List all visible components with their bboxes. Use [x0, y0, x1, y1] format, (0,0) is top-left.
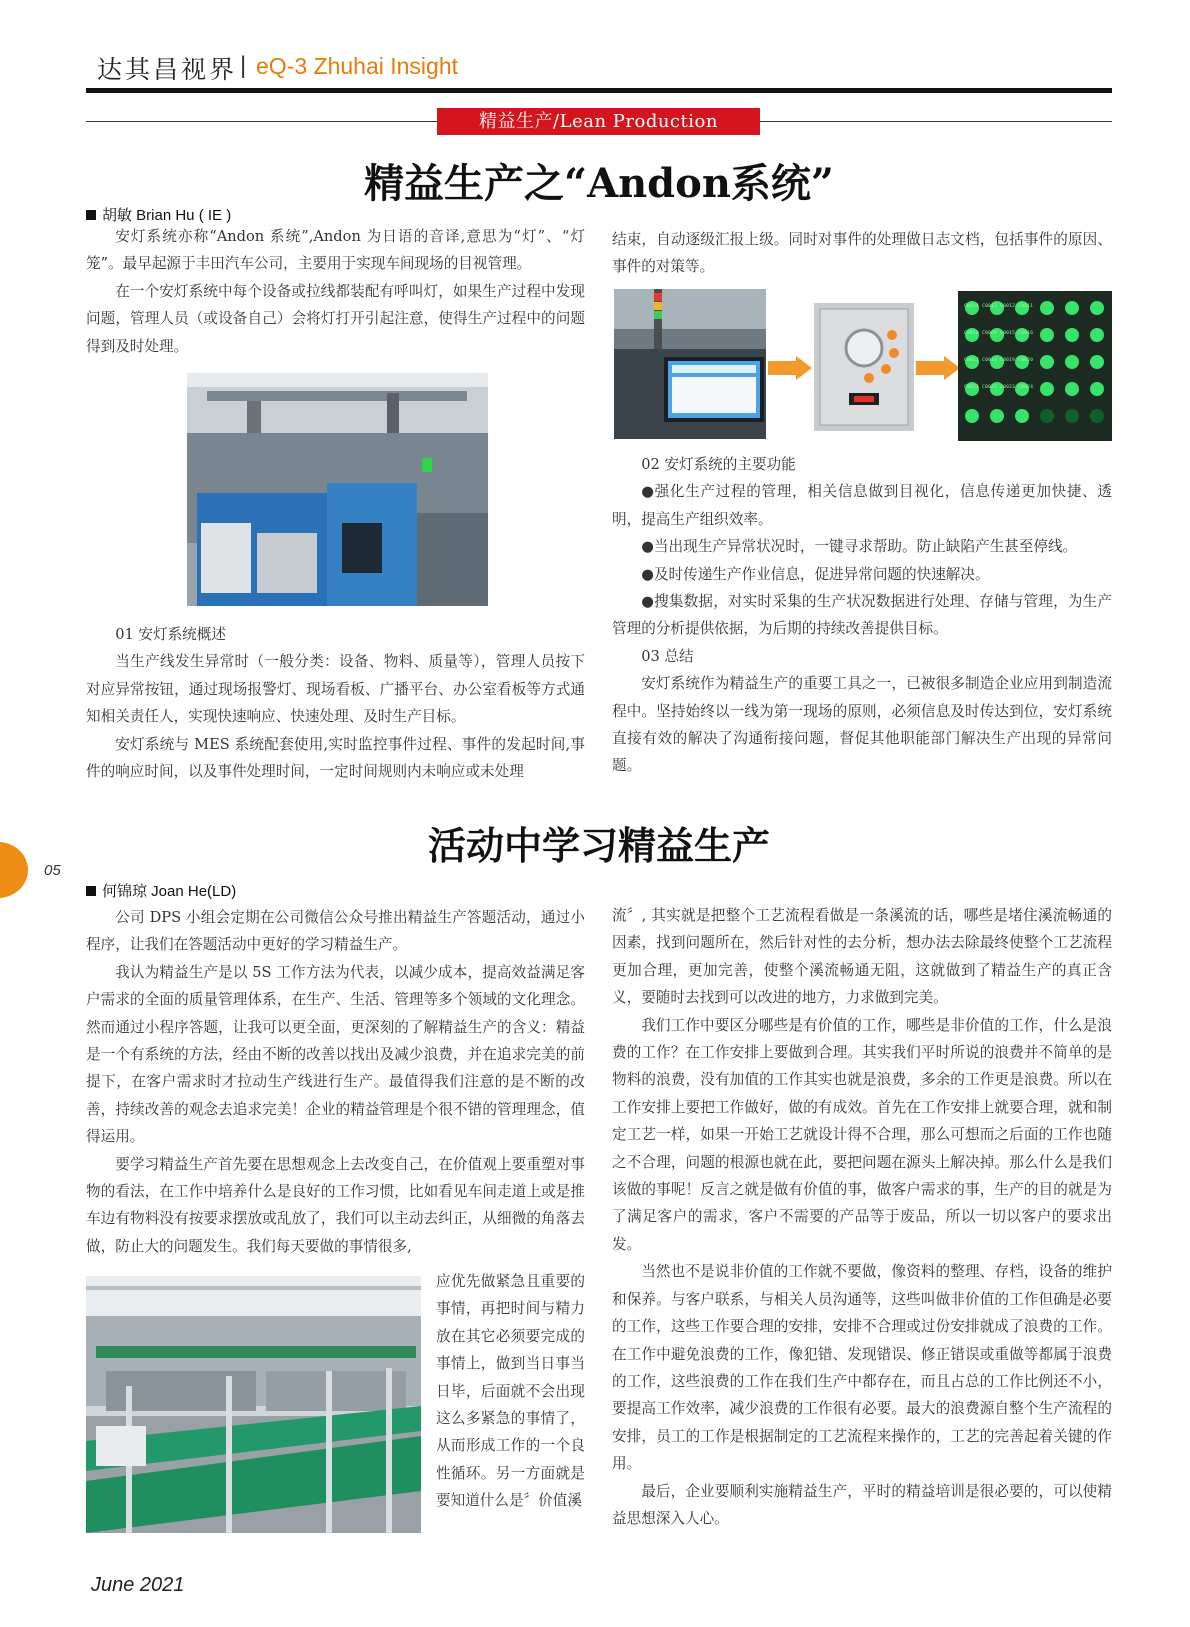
section-heading: 01 安灯系统概述 [115, 626, 226, 643]
bullet-square-icon [86, 210, 96, 220]
board-label: C0014 [964, 304, 980, 309]
process-arrow-1-icon [768, 356, 812, 380]
board-label: C0018 [982, 358, 998, 363]
board-label: C0017 [964, 358, 980, 363]
paragraph: 当生产线发生异常时（一般分类：设备、物料、质量等），管理人员按下对应异常按钮，通过现场报警灯、现场看板、广播平台、办公室看板等方式通知相关责任人，实现快速响应、快速处理、及时生产目标。 [86, 653, 585, 726]
paragraph: 当然也不是说非价值的工作就不要做，像资料的整理、存档，设备的维护和保养。与客户联系，与相关人员沟通等，这些叫做非价值的工作但确是必要的工作，这些工作要合理的安排，安排不合理或过份安排就成了浪费的工作。在工作中避免浪费的工作，像犯错、发现错误、修正错误或重做等都属于浪费的工作，这些浪费的工作在我们生产中都存在，而且占总的工作比例还不小，要提高工作效率，减少浪费的工作很有必要。最大的浪费源自整个生产流程的安排，员工的工作是根据制定的工艺流程来操作的，工艺的完善起着关键的作用。 [612, 1263, 1112, 1473]
page-tab-marker [0, 842, 28, 898]
signal-lamp [1090, 409, 1104, 423]
article2-author [86, 880, 236, 901]
board-label: C0016 [1018, 331, 1034, 336]
header-rule [86, 88, 1112, 93]
paragraph: 结束，自动逐级汇报上级。同时对事件的处理做日志文档，包括事件的原因、事件的对策等。 [612, 231, 1112, 276]
bullet-item: ●及时传递生产作业信息，促进异常问题的快速解决。 [641, 565, 990, 583]
bullet-item: ●搜集数据，对实时采集的生产状况数据进行处理、存储与管理，为生产管理的分析提供依据，为后期的持续改善提供目标。 [612, 593, 1112, 638]
signal-lamp [990, 409, 1004, 423]
signal-lamp [1040, 409, 1054, 423]
section-tag: 精益生产/Lean Production [437, 108, 760, 135]
article2-title: 活动中学习精益生产 [427, 823, 770, 868]
section-heading: 02 安灯系统的主要功能 [641, 456, 796, 473]
article1-left-column-top [86, 223, 585, 360]
paragraph: 公司 DPS 小组会定期在公司微信公众号推出精益生产答题活动，通过小程序，让我们在答题活动中更好的学习精益生产。 [86, 909, 585, 954]
board-label: C0020 [1018, 358, 1034, 363]
paragraph: 最后，企业要顺利实施精益生产，平时的精益培训是很必要的，可以使精益思想深入人心。 [612, 1482, 1112, 1527]
article1-title: 精益生产之“Andon系统” [364, 160, 834, 207]
signal-lamp [1015, 409, 1029, 423]
masthead-title-cn: 达其昌视界 [97, 55, 238, 84]
bullet-square-icon [86, 886, 96, 896]
paragraph: 安灯系统与 MES 系统配套使用,实时监控事件过程、事件的发起时间,事件的响应时间，以及事件处理时间，一定时间规则内未响应或未处理 [86, 735, 585, 781]
paragraph: 我认为精益生产是以 5S 工作方法为代表，以减少成本，提高效益满足客户需求的全面的质量管理体系，在生产、生活、管理等多个领域的文化理念。然而通过小程序答题，让我可以更全面，更深刻的了解精益生产的含义：精益是一个有系统的方法，经由不断的改善以找出及减少浪费，并在追求完美的前提下，在客户需求时才拉动生产线进行生产。最值得我们注意的是不断的改善，持续改善的观念去追求完美！企业的精益管理是个很不错的管理理念，值得运用。 [86, 963, 585, 1146]
article1-author-name: 胡敏 Brian Hu ( IE ) [102, 207, 232, 224]
masthead-title-en: eQ-3 Zhuhai Insight [256, 53, 459, 79]
board-label: C0011 [1018, 304, 1034, 309]
article2-wrap-column [436, 1268, 585, 1515]
signal-board-labels [964, 293, 1106, 401]
bullet-item: ●强化生产过程的管理，相关信息做到目视化，信息传递更加快捷、透明，提高生产组织效率。 [612, 483, 1112, 528]
paragraph: 要学习精益生产首先要在思想观念上去改变自己，在价值观上要重塑对事物的看法，在工作中培养什么是良好的工作习惯，比如看见车间走道上或是推车边有物料没有按要求摆放或乱放了，我们可以主动去纠正，从细微的角落去做，防止大的问题发生。我们每天要做的事情很多, [86, 1155, 585, 1255]
paragraph: 安灯系统亦称“Andon 系统”,Andon 为日语的音译,意思为“灯”、“灯笼”。最早起源于丰田汽车公司，主要用于实现车间现场的目视管理。 [86, 228, 585, 273]
andon-signal-board-photo [958, 291, 1112, 441]
board-label: C0012 [1000, 304, 1016, 309]
page-number: 05 [44, 862, 61, 879]
article1-left-column-bottom [86, 621, 585, 785]
board-label: C0010 [964, 331, 980, 336]
article1-right-column-bottom [612, 451, 1112, 780]
paragraph: 我们工作中要区分哪些是有价值的工作，哪些是非价值的工作，什么是浪费的工作？在工作安排上要做到合理。其实我们平时所说的浪费并不简单的是物料的浪费，没有加值的工作其实也就是浪费，多余的工作更是浪费。所以在工作安排上要把工作做好，做的有成效。首先在工作安排上就要合理，就和制定工艺一样，如果一开始工艺就设计得不合理，那么可想而之后面的工作也随之不合理，问题的根源也就在此，要把问题在源头上解决掉。那么什么是我们该做的事呢！反言之就是做有价值的事，做客户需求的事，生产的目的就是为了满足客户的需求，客户不需要的产品等于废品，所以一切以客户的要求出发。 [612, 1016, 1112, 1253]
article2-left-column [86, 904, 585, 1260]
andon-call-box-photo [814, 303, 914, 431]
andon-light-tower-photo [614, 289, 766, 439]
board-label: C0019 [1000, 358, 1016, 363]
masthead-separator: | [240, 52, 247, 79]
paragraph: 应优先做紧急且重要的事情，再把时间与精力放在其它必须要完成的事情上，做到当日事当日毕，后面就不会出现这么多紧急的事情了，从而形成工作的一个良性循环。另一方面就是要知道什么是〞价值溪 [436, 1273, 585, 1510]
paragraph: 在一个安灯系统中每个设备或拉线都装配有呼叫灯，如果生产过程中发现问题，管理人员（或设备自己）会将灯打开引起注意，使得生产过程中的问题得到及时处理。 [86, 282, 585, 355]
board-label: C0024 [1018, 385, 1034, 390]
board-label: C0015 [1000, 331, 1016, 336]
article2-author-name: 何锦琼 Joan He(LD) [102, 883, 237, 900]
board-label: C0023 [1000, 385, 1016, 390]
injection-machine-photo [187, 373, 488, 606]
issue-date: June 2021 [91, 1574, 185, 1596]
article1-author [86, 204, 231, 225]
article1-right-column-top [612, 226, 1112, 281]
process-arrow-2-icon [916, 356, 960, 380]
signal-lamp [1065, 409, 1079, 423]
board-label: C0013 [982, 304, 998, 309]
article2-right-column [612, 902, 1112, 1532]
board-label: C0009 [982, 331, 998, 336]
workshop-photo [86, 1276, 421, 1533]
paragraph: 流〞, 其实就是把整个工艺流程看做是一条溪流的话，哪些是堵住溪流畅通的因素，找到问题所在，然后针对性的去分析，想办法去除最终使整个工艺流程更加合理，更加完善，使整个溪流畅通无阻，这就做到了精益生产的真正含义，要随时去找到可以改进的地方，力求做到完美。 [612, 907, 1112, 1007]
bullet-item: ●当出现生产异常状况时，一键寻求帮助。防止缺陷产生甚至停线。 [641, 538, 1078, 556]
paragraph: 安灯系统作为精益生产的重要工具之一，已被很多制造企业应用到制造流程中。坚持始终以一线为第一现场的原则，必须信息及时传达到位，安灯系统直接有效的解决了沟通衔接问题，督促其他职能部门解决生产出现的异常问题。 [612, 675, 1112, 775]
board-label: C0021 [964, 385, 980, 390]
board-label: C0022 [982, 385, 998, 390]
section-heading: 03 总结 [641, 647, 694, 665]
signal-lamp [965, 409, 979, 423]
